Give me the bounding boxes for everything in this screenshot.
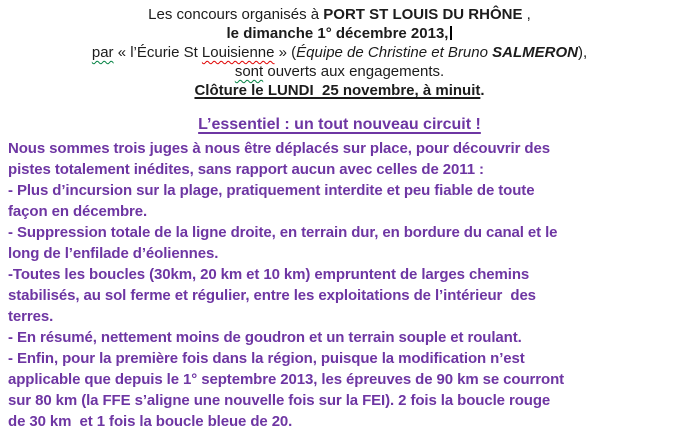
body-line: de 30 km et 1 fois la boucle bleue de 20. bbox=[8, 413, 293, 430]
body-line: -Toutes les boucles (30km, 20 km et 10 km) empruntent de larges chemins bbox=[8, 266, 530, 283]
body-line: - En résumé, nettement moins de goudron et un terrain souple et roulant. bbox=[8, 329, 522, 346]
body-line: - Plus d’incursion sur la plage, pratiquement interdite et peu fiable de toute bbox=[8, 182, 535, 199]
header-line-venue bbox=[0, 5, 679, 24]
body-line: - Suppression totale de la ligne droite, en terrain dur, en bordure du canal et le bbox=[8, 224, 558, 241]
header-line-date bbox=[0, 24, 679, 43]
header-organizer-mid1: « l’Écurie St bbox=[113, 44, 202, 61]
body-line: stabilisés, au sol ferme et régulier, entre les exploitations de l’intérieur des bbox=[8, 287, 536, 304]
body-line: terres. bbox=[8, 308, 54, 325]
section-heading bbox=[0, 115, 679, 135]
body-line: sur 80 km (la FFE s’aligne une nouvelle fois sur la FEI). 2 fois la boucle rouge bbox=[8, 392, 551, 409]
header-line-organizer bbox=[0, 43, 679, 62]
announcement-header bbox=[0, 0, 679, 100]
grammar-flagged-word-par: par bbox=[91, 44, 114, 61]
body-line: - Enfin, pour la première fois dans la région, puisque la modification n’est bbox=[8, 350, 525, 367]
body-line: façon en décembre. bbox=[8, 203, 148, 220]
header-organizer-team: Équipe de Christine et Bruno bbox=[296, 44, 493, 61]
text-cursor bbox=[450, 26, 452, 40]
section-heading-text: L’essentiel : un tout nouveau circuit ! bbox=[198, 116, 481, 133]
header-open-rest: ouverts aux engagements. bbox=[263, 63, 445, 80]
header-venue-name: PORT ST LOUIS DU RHÔNE bbox=[323, 6, 523, 23]
body-line: applicable que depuis le 1° septembre 2013, les épreuves de 90 km se courront bbox=[8, 371, 565, 388]
body-line: pistes totalement inédites, sans rapport aucun avec celles de 2011 : bbox=[8, 161, 484, 178]
header-line-venue-pre: Les concours organisés à bbox=[148, 6, 324, 23]
deadline-period: . bbox=[480, 82, 485, 99]
header-organizer-end: ), bbox=[577, 44, 588, 61]
header-line-deadline bbox=[0, 81, 679, 100]
deadline-underlined-text: Clôture le LUNDI 25 novembre, à minuit bbox=[194, 82, 481, 99]
header-line-open bbox=[0, 62, 679, 81]
header-date-text: le dimanche 1° décembre 2013, bbox=[226, 25, 449, 42]
header-organizer-surname: SALMERON bbox=[492, 44, 578, 61]
body-line: Nous sommes trois juges à nous être déplacés sur place, pour découvrir des bbox=[8, 140, 550, 157]
grammar-flagged-word-sont: sont bbox=[234, 63, 264, 80]
body-line: long de l’enfilade d’éoliennes. bbox=[8, 245, 219, 262]
header-organizer-mid2: » ( bbox=[274, 44, 297, 61]
spellcheck-flagged-word-louisienne: Louisienne bbox=[201, 44, 275, 61]
header-line-venue-post: , bbox=[522, 6, 531, 23]
body-text bbox=[0, 138, 679, 432]
